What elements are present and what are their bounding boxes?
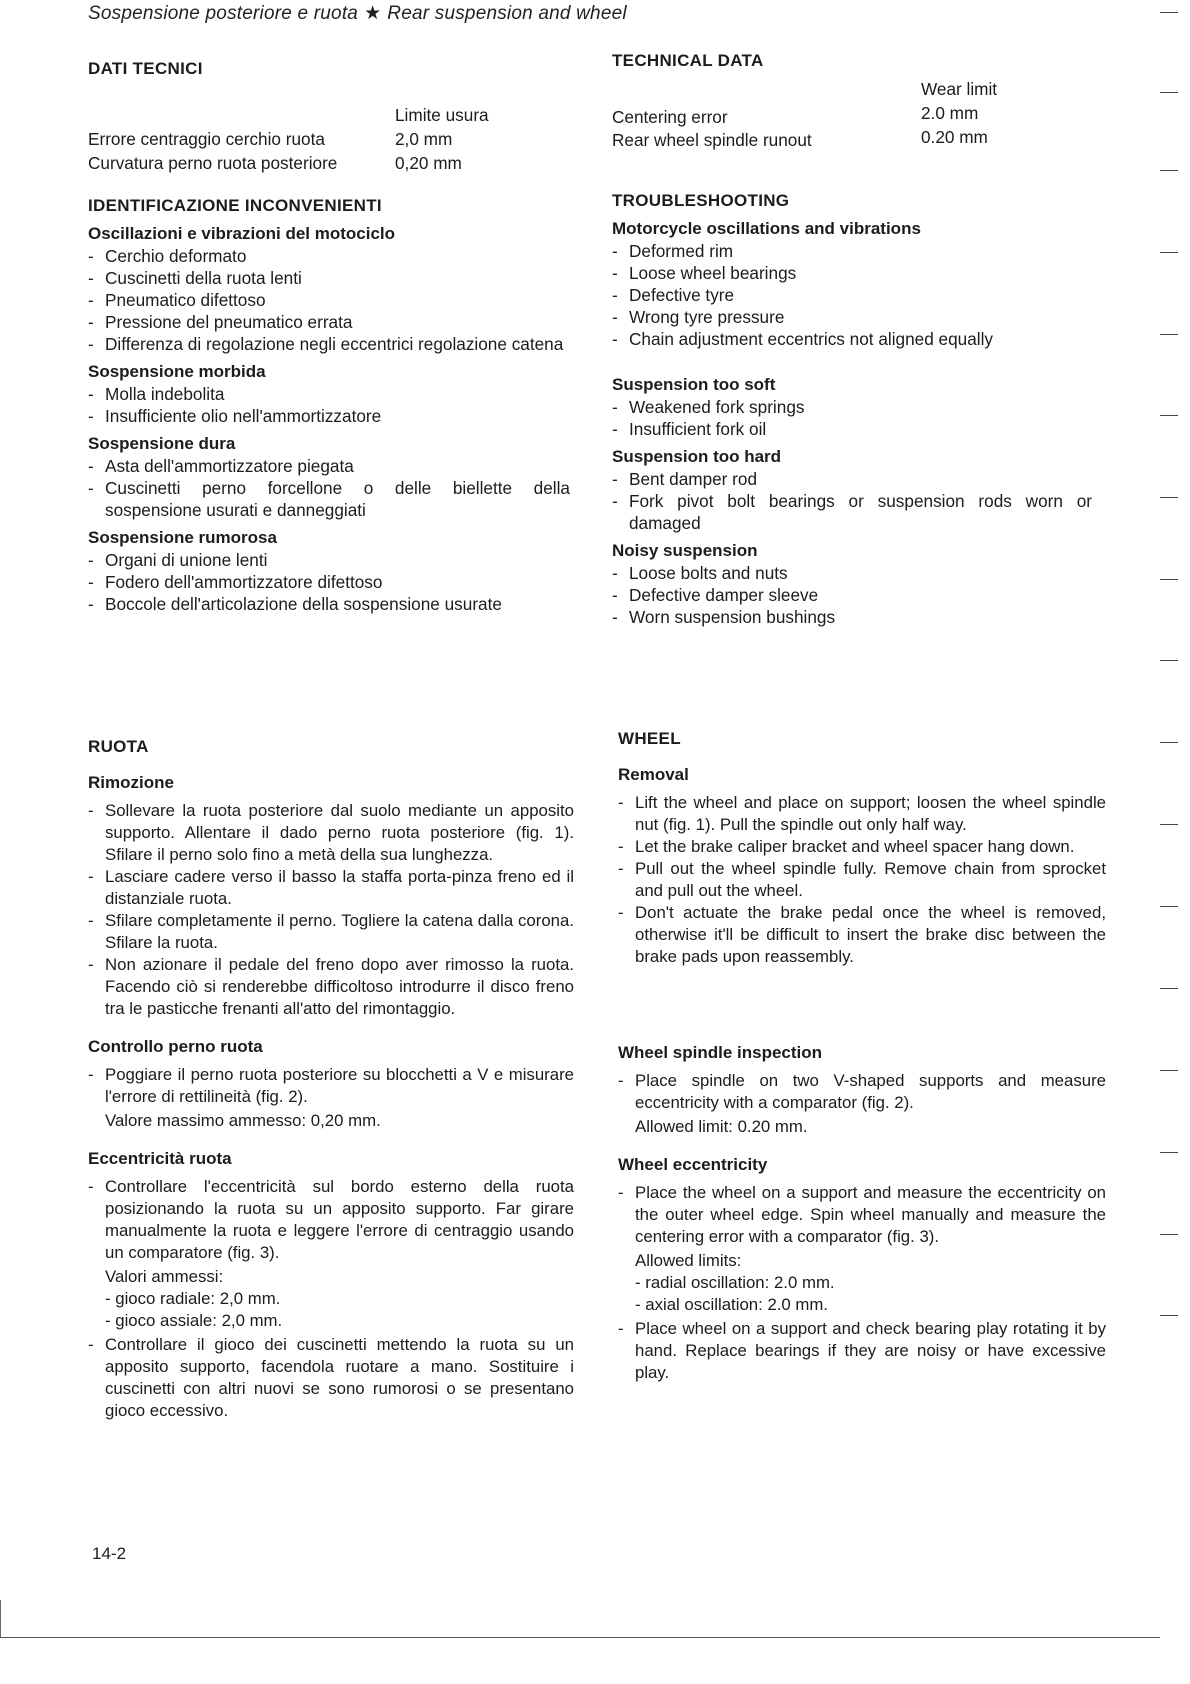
- margin-tick: [1160, 12, 1178, 13]
- it-removal-list: [88, 800, 574, 1020]
- en-allowed-values: Allowed limits:: [635, 1251, 742, 1270]
- margin-tick: [1160, 1234, 1178, 1235]
- list-item: - Organi di unione lenti: [88, 549, 570, 571]
- list-item: - Wrong tyre pressure: [612, 306, 1092, 328]
- list-item: - Place spindle on two V-shaped supports and measure eccentricity with a comparator (fig. 2).: [618, 1070, 1106, 1114]
- it-trouble-heading: Sospensione rumorosa: [88, 528, 277, 547]
- it-trouble-list: [88, 245, 570, 355]
- list-item: - Cerchio deformato: [88, 245, 570, 267]
- it-spec-label: Errore centraggio cerchio ruota: [88, 129, 325, 149]
- it-trouble-heading: Sospensione morbida: [88, 362, 266, 381]
- margin-tick: [1160, 415, 1178, 416]
- list-item: - Differenza di regolazione negli eccentrici regolazione catena: [88, 333, 570, 355]
- list-item: - Boccole dell'articolazione della sospensione usurate: [88, 593, 570, 615]
- list-item: - Worn suspension bushings: [612, 606, 1092, 628]
- list-item: - Loose bolts and nuts: [612, 562, 1092, 584]
- it-spindle-list: [88, 1064, 574, 1108]
- list-item: - Pull out the wheel spindle fully. Remove chain from sprocket and pull out the wheel.: [618, 858, 1106, 902]
- it-allowed-values: Valori ammessi:: [105, 1267, 224, 1286]
- list-item: - Fork pivot bolt bearings or suspension rods worn or damaged: [612, 490, 1092, 534]
- list-item: - Controllare l'eccentricità sul bordo esterno della ruota posizionando la ruota su un apposito supporto. Far girare manualmente la ruota e leggere l'errore di centraggio usando un comparatore (fig. 3).: [88, 1176, 574, 1264]
- it-limit-line: - gioco radiale: 2,0 mm.: [105, 1289, 281, 1308]
- en-spindle-limit: Allowed limit: 0.20 mm.: [635, 1117, 808, 1136]
- it-removal-heading: Rimozione: [88, 773, 174, 792]
- list-item: - Pneumatico difettoso: [88, 289, 570, 311]
- en-trouble-list: [612, 468, 1092, 534]
- it-wheel-section: [88, 736, 574, 1422]
- it-wheel-title: RUOTA: [88, 737, 149, 756]
- list-item: - Insufficient fork oil: [612, 418, 1092, 440]
- running-header: [88, 2, 627, 25]
- list-item: - Cuscinetti perno forcellone o delle biellette della sospensione usurati e danneggiati: [88, 477, 570, 521]
- it-troubleshooting: [88, 195, 570, 615]
- margin-tick: [1160, 660, 1178, 661]
- bottom-rule: [0, 1637, 1160, 1638]
- left-edge-rule: [0, 1600, 1, 1638]
- en-tech-data: [612, 50, 1117, 152]
- margin-tick: [1160, 1070, 1178, 1071]
- margin-tick: [1160, 1315, 1178, 1316]
- it-spec-table: [88, 80, 588, 173]
- list-item: - Defective tyre: [612, 284, 1092, 306]
- header-english: Rear suspension and wheel: [387, 3, 627, 24]
- margin-tick: [1160, 170, 1178, 171]
- en-limit-header: Wear limit: [921, 79, 998, 99]
- list-item: - Insufficiente olio nell'ammortizzatore: [88, 405, 570, 427]
- margin-tick: [1160, 988, 1178, 989]
- en-trouble-heading: Motorcycle oscillations and vibrations: [612, 219, 921, 238]
- list-item: - Pressione del pneumatico errata: [88, 311, 570, 333]
- list-item: - Bent damper rod: [612, 468, 1092, 490]
- en-trouble-heading: Noisy suspension: [612, 541, 758, 560]
- it-spec-label: Curvatura perno ruota posteriore: [88, 153, 338, 173]
- en-wheel-title: WHEEL: [618, 729, 681, 748]
- it-trouble-list: [88, 549, 570, 615]
- en-limit-line: - radial oscillation: 2.0 mm.: [635, 1273, 835, 1292]
- list-item: - Let the brake caliper bracket and wheel spacer hang down.: [618, 836, 1106, 858]
- list-item: - Cuscinetti della ruota lenti: [88, 267, 570, 289]
- en-spec-value: 2.0 mm: [921, 103, 979, 123]
- list-item: - Chain adjustment eccentrics not aligned equally: [612, 328, 1092, 350]
- margin-tick: [1160, 579, 1178, 580]
- margin-tick: [1160, 497, 1178, 498]
- it-bearing-list: [88, 1334, 574, 1422]
- list-item: - Lift the wheel and place on support; loosen the wheel spindle nut (fig. 1). Pull the spindle out only half way.: [618, 792, 1106, 836]
- header-star: ★: [364, 3, 382, 24]
- list-item: - Non azionare il pedale del freno dopo aver rimosso la ruota. Facendo ciò si renderebbe difficoltoso introdurre il disco freno tra le pasticche frenanti all'atto del rimontaggio.: [88, 954, 574, 1020]
- page-number: 14-2: [92, 1544, 127, 1563]
- list-item: - Loose wheel bearings: [612, 262, 1092, 284]
- en-trouble-heading: Suspension too soft: [612, 375, 776, 394]
- en-wheel-section: [618, 728, 1106, 1384]
- it-trouble-list: [88, 383, 570, 427]
- list-item: - Molla indebolita: [88, 383, 570, 405]
- it-spec-value: 0,20 mm: [395, 153, 462, 173]
- en-limit-line: - axial oscillation: 2.0 mm.: [635, 1295, 829, 1314]
- en-trouble-list: [612, 396, 1092, 440]
- it-eccentricity-list: [88, 1176, 574, 1264]
- margin-tick: [1160, 1152, 1178, 1153]
- it-eccentricity-heading: Eccentricità ruota: [88, 1149, 232, 1168]
- list-item: - Place wheel on a support and check bearing play rotating it by hand. Replace bearings if they are noisy or have excessive play.: [618, 1318, 1106, 1384]
- header-italian: Sospensione posteriore e ruota: [88, 3, 359, 24]
- en-spindle-heading: Wheel spindle inspection: [618, 1043, 823, 1062]
- it-spindle-heading: Controllo perno ruota: [88, 1037, 263, 1056]
- en-troubleshooting: [612, 190, 1092, 628]
- list-item: - Deformed rim: [612, 240, 1092, 262]
- it-trouble-heading: Oscillazioni e vibrazioni del motociclo: [88, 224, 396, 243]
- en-bearing-list: [618, 1318, 1106, 1384]
- it-spindle-limit: Valore massimo ammesso: 0,20 mm.: [105, 1111, 381, 1130]
- list-item: - Poggiare il perno ruota posteriore su blocchetti a V e misurare l'errore di rettilineità (fig. 2).: [88, 1064, 574, 1108]
- it-spec-value: 2,0 mm: [395, 129, 453, 149]
- list-item: - Sollevare la ruota posteriore dal suolo mediante un apposito supporto. Allentare il dado perno ruota posteriore (fig. 1). Sfilare il perno solo fino a metà della sua lunghezza.: [88, 800, 574, 866]
- it-trouble-list: [88, 455, 570, 521]
- margin-tick: [1160, 906, 1178, 907]
- margin-tick: [1160, 742, 1178, 743]
- en-trouble-list: [612, 562, 1092, 628]
- list-item: - Asta dell'ammortizzatore piegata: [88, 455, 570, 477]
- en-trouble-heading: Suspension too hard: [612, 447, 782, 466]
- it-limit-line: - gioco assiale: 2,0 mm.: [105, 1311, 283, 1330]
- list-item: - Weakened fork springs: [612, 396, 1092, 418]
- margin-tick: [1160, 824, 1178, 825]
- en-eccentricity-list: [618, 1182, 1106, 1248]
- en-spec-table: [612, 72, 1117, 152]
- list-item: - Don't actuate the brake pedal once the wheel is removed, otherwise it'll be difficult to insert the brake disc between the brake pads upon reassembly.: [618, 902, 1106, 968]
- en-removal-list: [618, 792, 1106, 968]
- it-trouble-heading: Sospensione dura: [88, 434, 236, 453]
- margin-tick: [1160, 92, 1178, 93]
- list-item: - Defective damper sleeve: [612, 584, 1092, 606]
- en-spec-label: Rear wheel spindle runout: [612, 130, 812, 150]
- en-spindle-list: [618, 1070, 1106, 1114]
- en-tech-title: TECHNICAL DATA: [612, 51, 764, 70]
- list-item: - Controllare il gioco dei cuscinetti mettendo la ruota su un apposito supporto, facendola ruotare a mano. Sostituire i cuscinetti con altri nuovi se sono rumorosi o se presentano gioco eccessivo.: [88, 1334, 574, 1422]
- en-trouble-list: [612, 240, 1092, 350]
- it-limit-header: Limite usura: [395, 105, 489, 125]
- it-tech-data: [88, 58, 588, 173]
- en-removal-heading: Removal: [618, 765, 689, 784]
- margin-tick: [1160, 252, 1178, 253]
- en-spec-value: 0.20 mm: [921, 127, 988, 147]
- list-item: - Fodero dell'ammortizzatore difettoso: [88, 571, 570, 593]
- en-eccentricity-heading: Wheel eccentricity: [618, 1155, 768, 1174]
- en-spec-label: Centering error: [612, 107, 728, 127]
- list-item: - Lasciare cadere verso il basso la staffa porta-pinza freno ed il distanziale ruota.: [88, 866, 574, 910]
- en-trouble-title: TROUBLESHOOTING: [612, 191, 790, 210]
- list-item: - Place the wheel on a support and measure the eccentricity on the outer wheel edge. Spin wheel manually and measure the centering error with a comparator (fig. 3).: [618, 1182, 1106, 1248]
- it-trouble-title: IDENTIFICAZIONE INCONVENIENTI: [88, 196, 382, 215]
- it-tech-title: DATI TECNICI: [88, 59, 203, 78]
- margin-tick: [1160, 334, 1178, 335]
- list-item: - Sfilare completamente il perno. Togliere la catena dalla corona. Sfilare la ruota.: [88, 910, 574, 954]
